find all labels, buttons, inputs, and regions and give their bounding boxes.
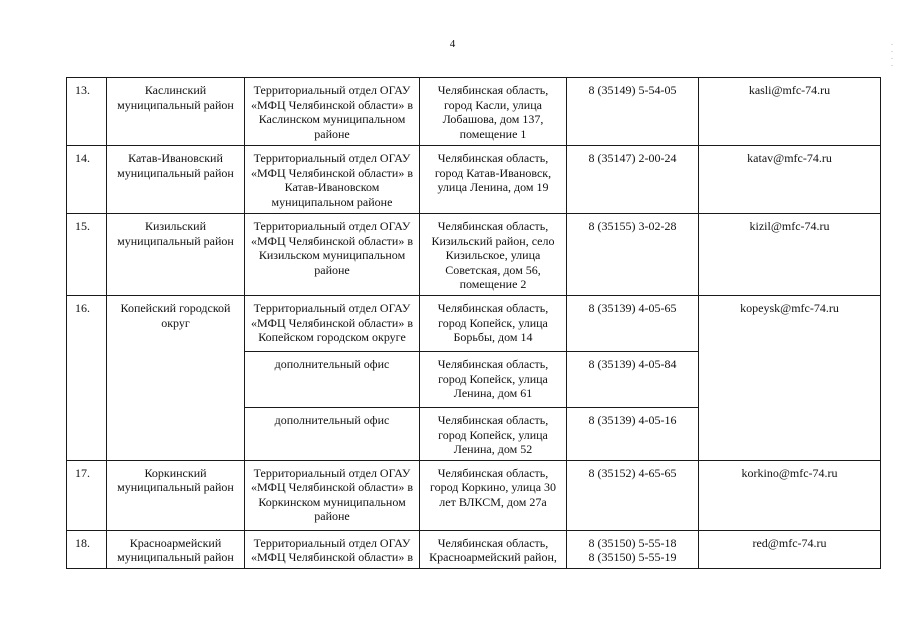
- row-number-cell: 17.: [67, 460, 107, 530]
- table-row: [67, 530, 881, 568]
- office-phone-cell: 8 (35147) 2-00-24: [567, 146, 699, 214]
- email-cell: korkino@mfc-74.ru: [699, 460, 881, 530]
- office-name-cell: Территориальный отдел ОГАУ «МФЦ Челябинской области» в Каслинском муниципальном районе: [245, 78, 420, 146]
- table-body: [67, 78, 881, 569]
- office-phone-cell: 8 (35149) 5-54-05: [567, 78, 699, 146]
- office-address-cell: Челябинская область, город Копейск, улица Ленина, дом 61: [420, 352, 567, 408]
- office-name-cell: Территориальный отдел ОГАУ «МФЦ Челябинской области» в Коркинском муниципальном районе: [245, 460, 420, 530]
- office-address-cell: Челябинская область, Красноармейский район,: [420, 530, 567, 568]
- email-cell: kasli@mfc-74.ru: [699, 78, 881, 146]
- email-cell: kopeysk@mfc-74.ru: [699, 296, 881, 461]
- office-phone-cell: 8 (35150) 5-55-18 8 (35150) 5-55-19: [567, 530, 699, 568]
- office-name-cell: Территориальный отдел ОГАУ «МФЦ Челябинской области» в Кизильском муниципальном районе: [245, 214, 420, 296]
- row-number-cell: 14.: [67, 146, 107, 214]
- office-name-cell: Территориальный отдел ОГАУ «МФЦ Челябинской области» в: [245, 530, 420, 568]
- page-number: 4: [449, 38, 456, 50]
- office-address-cell: Челябинская область, Кизильский район, село Кизильское, улица Советская, дом 56, помещение 2: [420, 214, 567, 296]
- office-phone-cell: 8 (35139) 4-05-84: [567, 352, 699, 408]
- district-cell: Красноармейский муниципальный район: [107, 530, 245, 568]
- district-cell: Коркинский муниципальный район: [107, 460, 245, 530]
- office-name-cell: дополнительный офис: [245, 352, 420, 408]
- district-cell: Копейский городской округ: [107, 296, 245, 461]
- mfc-offices-table: [66, 77, 881, 569]
- office-address-cell: Челябинская область, город Катав-Ивановск, улица Ленина, дом 19: [420, 146, 567, 214]
- office-phone-cell: 8 (35155) 3-02-28: [567, 214, 699, 296]
- row-number-cell: 15.: [67, 214, 107, 296]
- district-cell: Каслинский муниципальный район: [107, 78, 245, 146]
- scan-edge-mark: · · · ·: [890, 41, 894, 70]
- table-row: [67, 296, 881, 352]
- office-address-cell: Челябинская область, город Касли, улица Лобашова, дом 137, помещение 1: [420, 78, 567, 146]
- district-cell: Катав-Ивановский муниципальный район: [107, 146, 245, 214]
- office-name-cell: дополнительный офис: [245, 408, 420, 461]
- table-row: [67, 146, 881, 214]
- office-name-cell: Территориальный отдел ОГАУ «МФЦ Челябинской области» в Копейском городском округе: [245, 296, 420, 352]
- email-cell: kizil@mfc-74.ru: [699, 214, 881, 296]
- row-number-cell: 13.: [67, 78, 107, 146]
- row-number-cell: 18.: [67, 530, 107, 568]
- table-row: [67, 460, 881, 530]
- email-cell: katav@mfc-74.ru: [699, 146, 881, 214]
- table-row: [67, 78, 881, 146]
- office-phone-cell: 8 (35152) 4-65-65: [567, 460, 699, 530]
- district-cell: Кизильский муниципальный район: [107, 214, 245, 296]
- office-address-cell: Челябинская область, город Копейск, улица Борьбы, дом 14: [420, 296, 567, 352]
- email-cell: red@mfc-74.ru: [699, 530, 881, 568]
- office-phone-cell: 8 (35139) 4-05-16: [567, 408, 699, 461]
- office-name-cell: Территориальный отдел ОГАУ «МФЦ Челябинской области» в Катав-Ивановском муниципальном районе: [245, 146, 420, 214]
- table-row: [67, 214, 881, 296]
- office-address-cell: Челябинская область, город Копейск, улица Ленина, дом 52: [420, 408, 567, 461]
- office-address-cell: Челябинская область, город Коркино, улица 30 лет ВЛКСМ, дом 27а: [420, 460, 567, 530]
- row-number-cell: 16.: [67, 296, 107, 461]
- office-phone-cell: 8 (35139) 4-05-65: [567, 296, 699, 352]
